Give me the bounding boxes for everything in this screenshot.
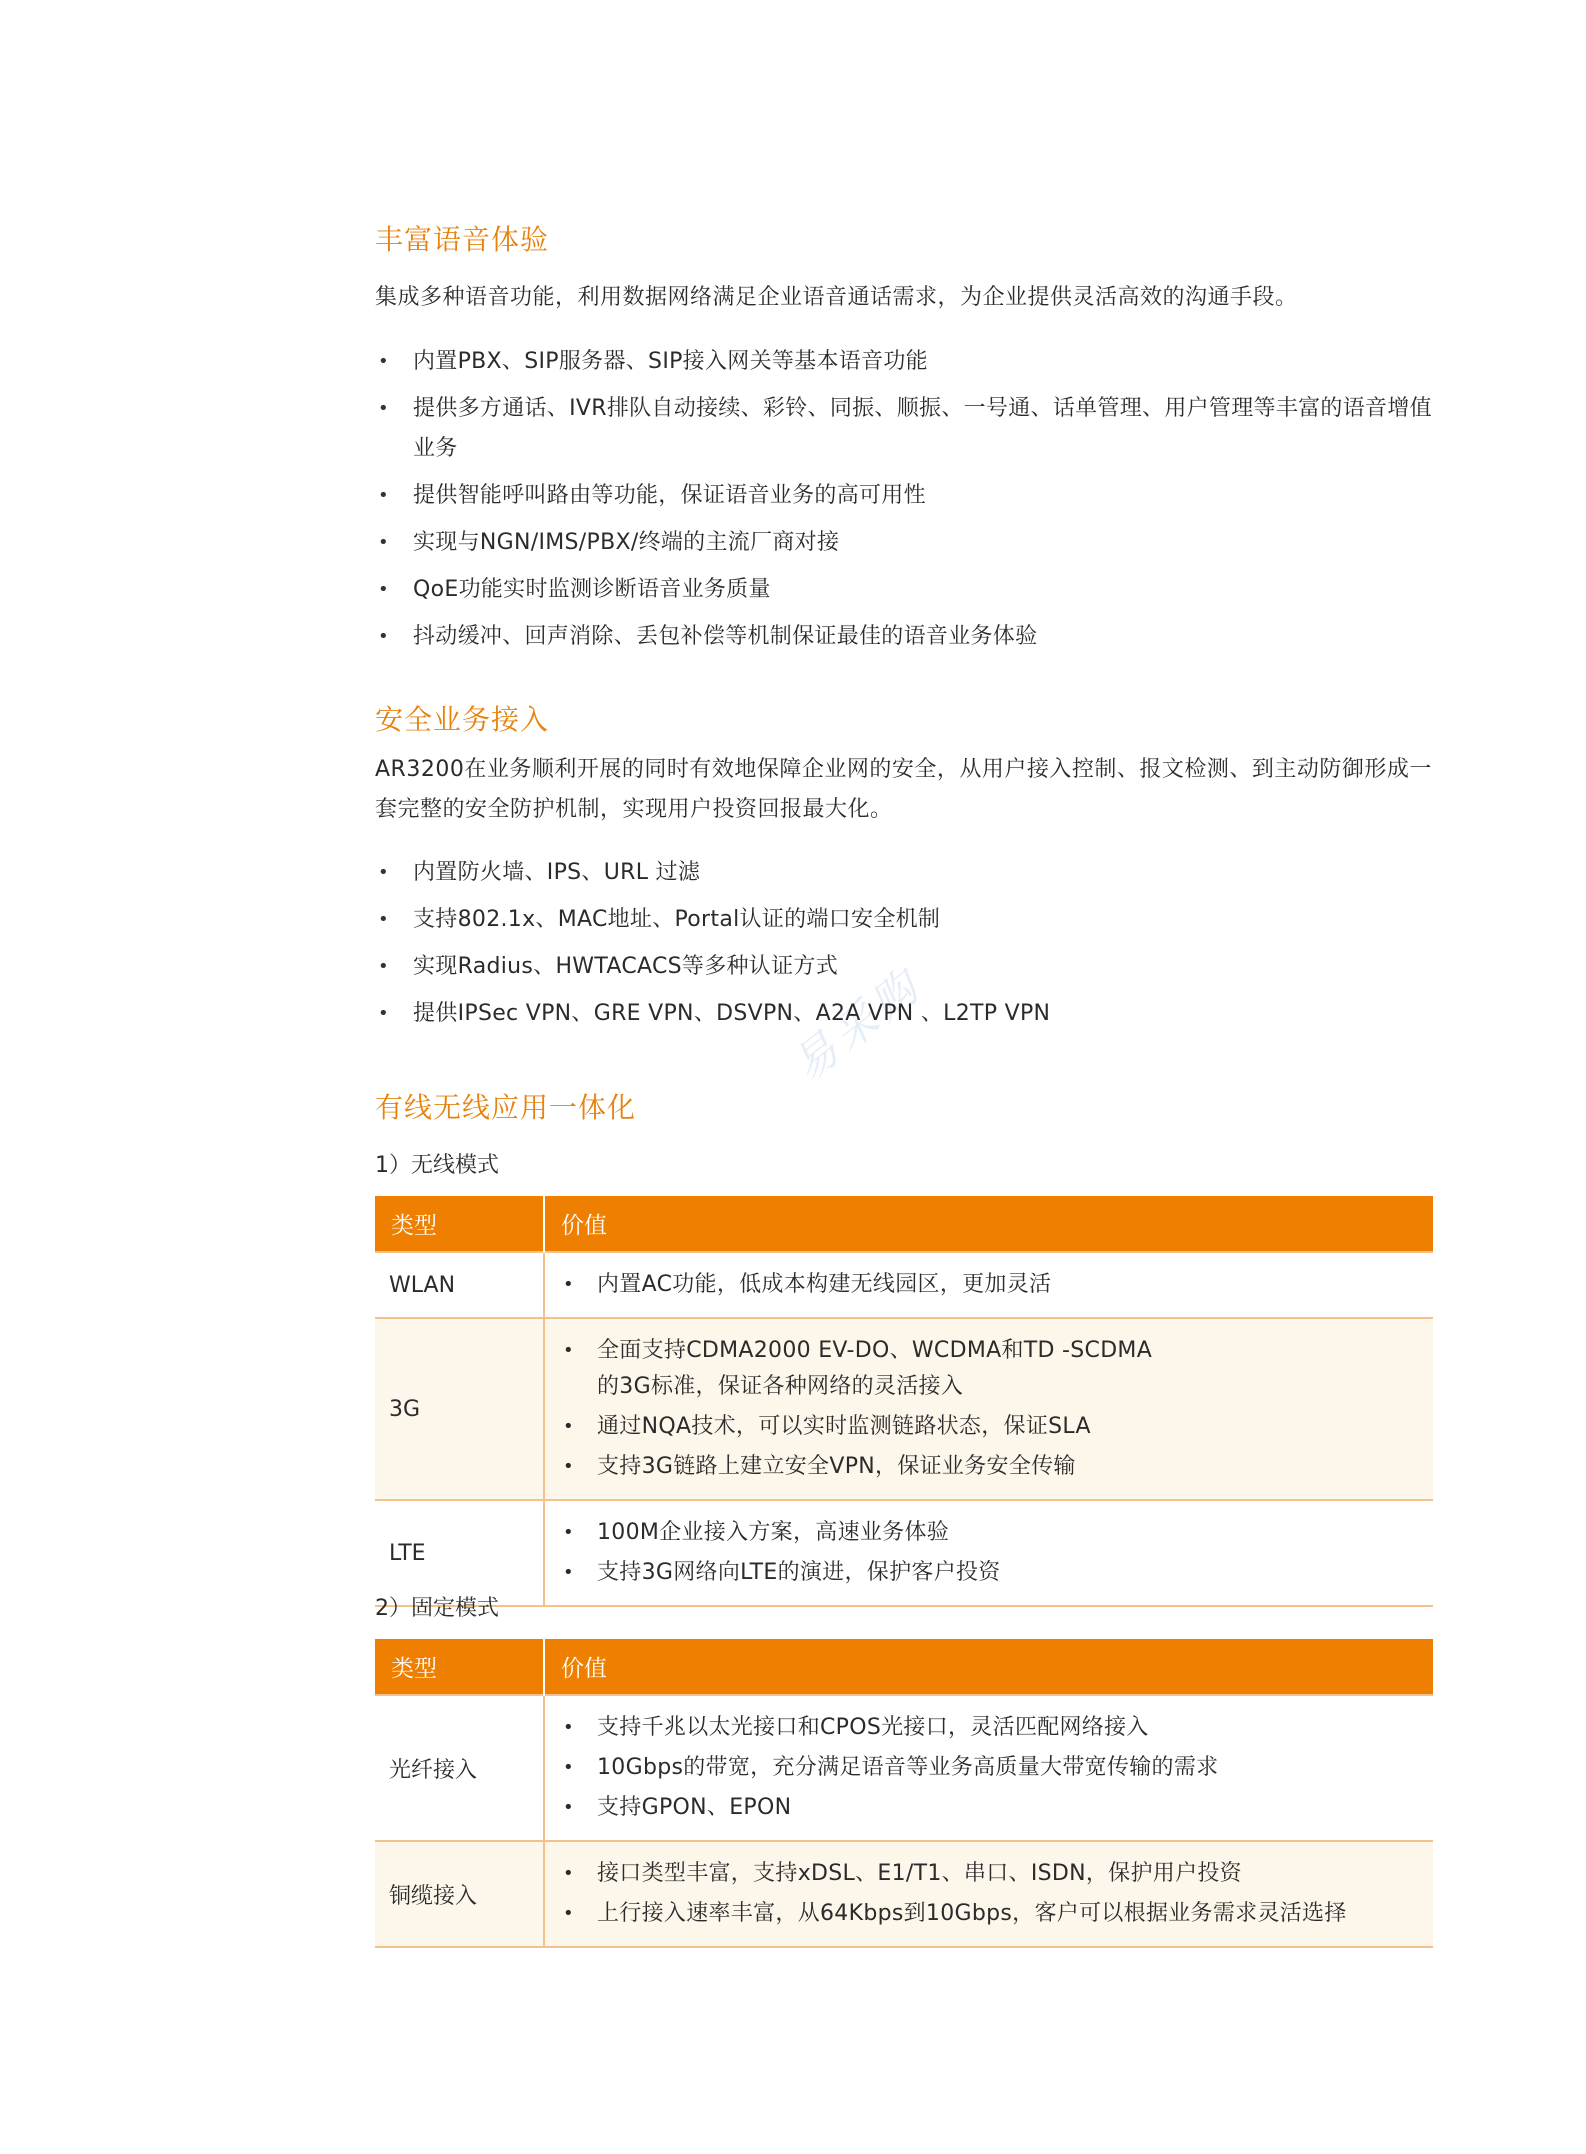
section-title-integration: 有线无线应用一体化 — [375, 1091, 637, 1124]
list-item: • 通过NQA技术，可以实时监测链路状态，保证SLA — [559, 1409, 1419, 1445]
list-item: • 实现Radius、HWTACACS等多种认证方式 — [375, 947, 1433, 987]
voice-feature-list — [375, 342, 1433, 664]
list-item: • 上行接入速率丰富，从64Kbps到10Gbps，客户可以根据业务需求灵活选择 — [559, 1896, 1419, 1932]
table-row — [375, 1841, 1433, 1947]
list-item: • 内置防火墙、IPS、URL 过滤 — [375, 853, 1433, 893]
security-feature-list — [375, 853, 1433, 1041]
list-item: • 支持3G链路上建立安全VPN，保证业务安全传输 — [559, 1449, 1419, 1485]
list-item: • 内置AC功能，低成本构建无线园区，更加灵活 — [559, 1267, 1419, 1303]
column-header-type: 类型 — [375, 1196, 544, 1252]
row-values — [544, 1695, 1433, 1841]
list-item: • 支持GPON、EPON — [559, 1790, 1419, 1826]
section-title-security: 安全业务接入 — [375, 703, 550, 736]
list-item: • 支持3G网络向LTE的演进，保护客户投资 — [559, 1555, 1419, 1591]
fixed-mode-table — [375, 1639, 1433, 1948]
list-item: • 提供IPSec VPN、GRE VPN、DSVPN、A2A VPN 、L2TP VPN — [375, 994, 1433, 1034]
list-item: • 100M企业接入方案，高速业务体验 — [559, 1515, 1419, 1551]
list-item: • 接口类型丰富，支持xDSL、E1/T1、串口、ISDN，保护用户投资 — [559, 1856, 1419, 1892]
row-values — [544, 1252, 1433, 1318]
wireless-mode-table — [375, 1196, 1433, 1607]
row-values — [544, 1841, 1433, 1947]
section-title-voice: 丰富语音体验 — [375, 223, 550, 256]
table-header-row — [375, 1196, 1433, 1252]
row-type: LTE — [375, 1500, 544, 1606]
wireless-caption: 1）无线模式 — [375, 1153, 499, 1178]
row-type: 光纤接入 — [375, 1695, 544, 1841]
column-header-value: 价值 — [544, 1196, 1433, 1252]
watermark: 易采购 — [782, 959, 933, 1092]
table-header-row — [375, 1639, 1433, 1695]
row-type: 铜缆接入 — [375, 1841, 544, 1947]
list-item: • 抖动缓冲、回声消除、丢包补偿等机制保证最佳的语音业务体验 — [375, 617, 1433, 657]
row-type: WLAN — [375, 1252, 544, 1318]
list-item: • 支持802.1x、MAC地址、Portal认证的端口安全机制 — [375, 900, 1433, 940]
list-item: • 10Gbps的带宽，充分满足语音等业务高质量大带宽传输的需求 — [559, 1750, 1419, 1786]
row-values — [544, 1500, 1433, 1606]
row-values — [544, 1318, 1433, 1500]
fixed-caption: 2）固定模式 — [375, 1596, 499, 1621]
row-type: 3G — [375, 1318, 544, 1500]
table-row — [375, 1500, 1433, 1606]
column-header-type: 类型 — [375, 1639, 544, 1695]
column-header-value: 价值 — [544, 1639, 1433, 1695]
table-row — [375, 1252, 1433, 1318]
table-row — [375, 1318, 1433, 1500]
list-item: • 内置PBX、SIP服务器、SIP接入网关等基本语音功能 — [375, 342, 1433, 382]
list-item: • 提供智能呼叫路由等功能，保证语音业务的高可用性 — [375, 476, 1433, 516]
table-row — [375, 1695, 1433, 1841]
list-item: • 全面支持CDMA2000 EV-DO、WCDMA和TD -SCDMA的3G标准，保证各种网络的灵活接入 — [559, 1333, 1157, 1405]
list-item: • 支持千兆以太光接口和CPOS光接口，灵活匹配网络接入 — [559, 1710, 1419, 1746]
list-item: • 实现与NGN/IMS/PBX/终端的主流厂商对接 — [375, 523, 1433, 563]
list-item: • QoE功能实时监测诊断语音业务质量 — [375, 570, 1433, 610]
list-item: • 提供多方通话、IVR排队自动接续、彩铃、同振、顺振、一号通、话单管理、用户管理等丰富的语音增值业务 — [375, 389, 1433, 469]
voice-intro: 集成多种语音功能，利用数据网络满足企业语音通话需求，为企业提供灵活高效的沟通手段。 — [375, 285, 1298, 310]
security-intro: AR3200在业务顺利开展的同时有效地保障企业网的安全，从用户接入控制、报文检测、到主动防御形成一套完整的安全防护机制，实现用户投资回报最大化。 — [375, 757, 1432, 822]
